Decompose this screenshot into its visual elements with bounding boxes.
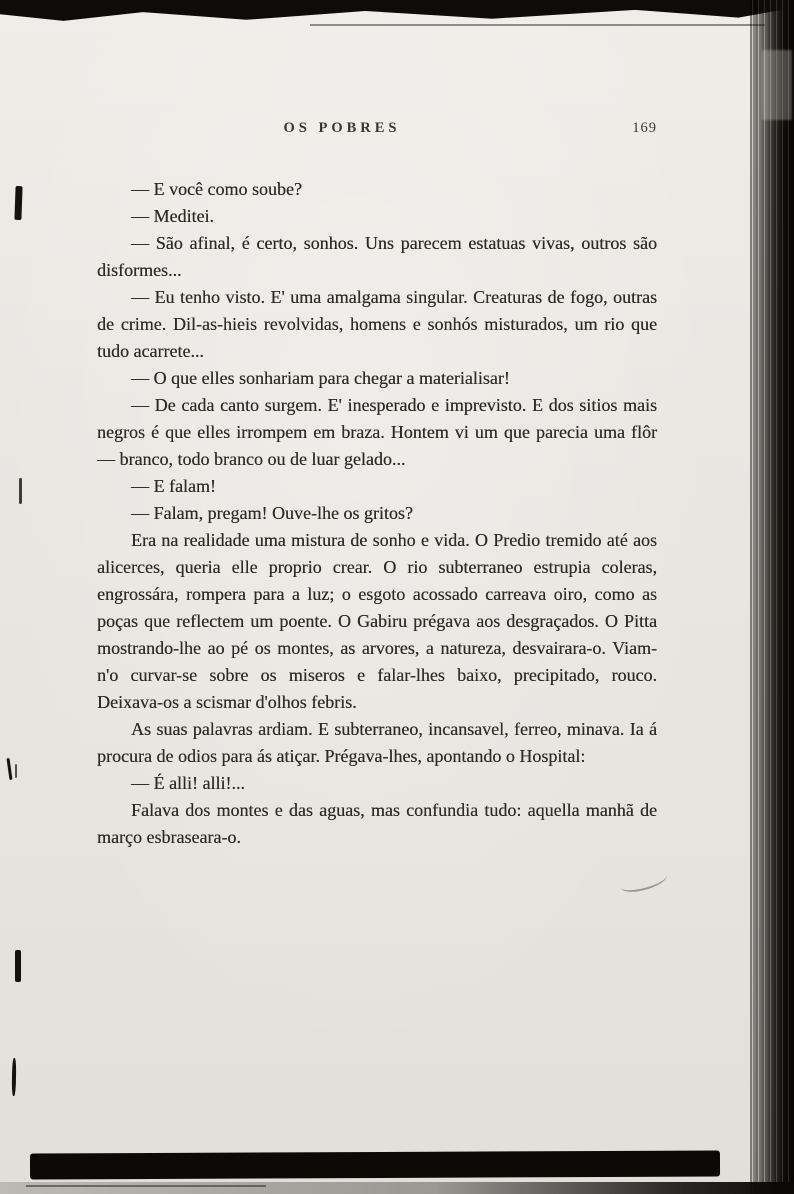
paragraph-dialogue: — O que elles sonhariam para chegar a materialisar!	[131, 368, 510, 388]
paragraph-dialogue: — Meditei.	[131, 206, 214, 226]
paragraph-dialogue: — De cada canto surgem. E' inesperado e imprevisto. E dos sitios mais negros é que elles irrompem em braza. Hontem vi um que parecia uma flôr — branco, todo branco ou de luar gelado...	[97, 395, 657, 469]
paragraph-prose: As suas palavras ardiam. E subterraneo, incansavel, ferreo, minava. Ia á procura de odios para ás atiçar. Prégava-lhes, apontando o Hospital:	[97, 719, 657, 766]
paragraph-dialogue: — Eu tenho visto. E' uma amalgama singular. Creaturas de fogo, outras de crime. Dil-as-hieis revolvidas, homens e sonhós misturados, um rio que tudo acarrete...	[97, 287, 657, 361]
scan-artifact-bottom-line	[26, 1185, 266, 1187]
paragraph-dialogue: — E você como soube?	[131, 179, 302, 199]
scan-artifact-bottom-bar	[30, 1150, 720, 1179]
text-block	[97, 176, 657, 851]
paragraph-dialogue: — São afinal, é certo, sonhos. Uns parecem estatuas vivas, outros são disformes...	[97, 233, 657, 280]
ink-mark	[15, 764, 17, 778]
scan-artifact-top-bar	[0, 0, 794, 22]
scan-artifact-bottom-smudge	[0, 1182, 794, 1194]
scan-artifact-top-line	[310, 24, 765, 26]
paragraph-dialogue: — E falam!	[131, 476, 216, 496]
scan-artifact-binding-edge	[750, 0, 794, 1194]
pencil-mark	[619, 867, 670, 895]
paragraph-dialogue: — É alli! alli!...	[131, 773, 245, 793]
ink-mark	[6, 758, 12, 780]
running-title: OS POBRES	[283, 120, 401, 136]
ink-mark	[19, 478, 22, 504]
ink-mark	[12, 1058, 17, 1096]
paragraph-prose: Era na realidade uma mistura de sonho e vida. O Predio tremido até aos alicerces, queria elle proprio crear. O rio subterraneo estrupia coleras, engrossára, rompera para a luz; o esgoto acossado carreava oiro, como as poças que reflectem um poente. O Gabiru prégava aos desgraçados. O Pitta mostrando-lhe ao pé os montes, as arvores, a natureza, desvairara-o. Viam-n'o curvar-se sobre os miseros e falar-lhes baixo, precipitado, rouco. Deixava-os a scismar d'olhos febris.	[97, 530, 657, 712]
page-number: 169	[632, 120, 657, 136]
ink-mark	[15, 950, 21, 982]
paragraph-dialogue: — Falam, pregam! Ouve-lhe os gritos?	[131, 503, 413, 523]
page-header	[97, 120, 657, 142]
ink-mark	[14, 186, 22, 220]
paragraph-prose: Falava dos montes e das aguas, mas confundia tudo: aquella manhã de março esbraseara-o.	[97, 800, 657, 847]
